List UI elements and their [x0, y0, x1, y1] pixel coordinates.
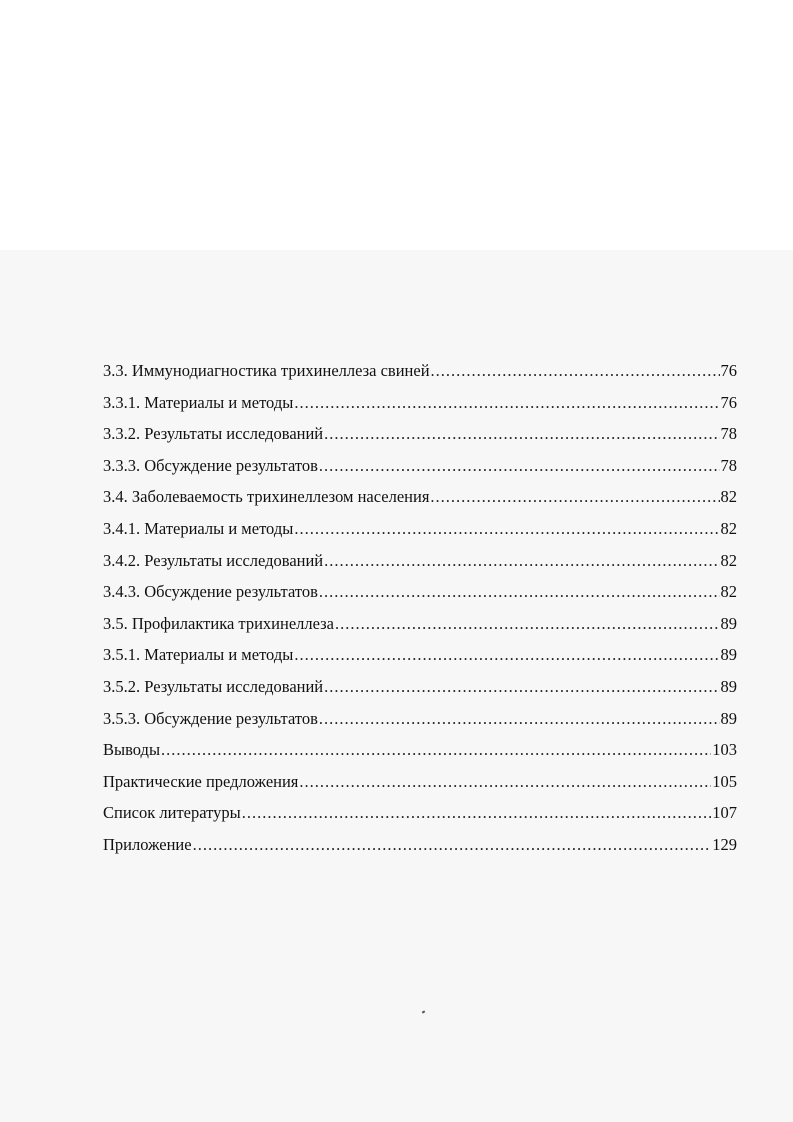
toc-entry-title: 3.4. Заболеваемость трихинеллезом населения — [103, 487, 430, 507]
toc-entry-page: 82 — [720, 518, 737, 538]
toc-entry-page: 82 — [720, 550, 737, 570]
toc-entry-title: 3.4.1. Материалы и методы — [103, 518, 294, 538]
toc-dot-leader — [324, 545, 719, 577]
toc-entry-title: Список литературы — [103, 803, 241, 823]
toc-entry-title: Приложение — [103, 834, 192, 854]
toc-entry-title: 3.4.3. Обсуждение результатов — [103, 582, 318, 602]
toc-entry[interactable] — [103, 639, 737, 671]
toc-entry-title: 3.3. Иммунодиагностика трихинеллеза свиней — [103, 361, 430, 380]
toc-dot-leader — [294, 639, 719, 671]
toc-dot-leader — [242, 797, 712, 829]
toc-entry-page: 89 — [720, 708, 737, 728]
toc-dot-leader — [294, 513, 719, 545]
toc-dot-leader — [324, 671, 719, 703]
toc-entry-page: 78 — [720, 455, 737, 475]
toc-entry-page: 89 — [720, 676, 737, 696]
page-top-margin — [0, 0, 793, 250]
toc-dot-leader — [294, 387, 719, 419]
toc-dot-leader — [299, 766, 711, 798]
toc-entry[interactable] — [103, 671, 737, 703]
toc-entry-page: 82 — [720, 487, 737, 507]
toc-entry[interactable] — [103, 734, 737, 766]
toc-entry-page: 129 — [712, 834, 737, 854]
toc-entry-page: 82 — [720, 582, 737, 602]
toc-entry-page: 103 — [712, 740, 737, 760]
toc-dot-leader — [161, 734, 711, 766]
toc-entry[interactable] — [103, 703, 737, 735]
toc-entry-title: 3.3.3. Обсуждение результатов — [103, 455, 318, 475]
toc-entry[interactable] — [103, 608, 737, 640]
toc-entry[interactable] — [103, 387, 737, 419]
toc-dot-leader — [319, 576, 720, 608]
toc-dot-leader — [335, 608, 720, 640]
toc-dot-leader — [430, 481, 719, 513]
toc-entry-title: 3.5.3. Обсуждение результатов — [103, 708, 318, 728]
toc-entry-title: 3.4.2. Результаты исследований — [103, 550, 324, 570]
toc-entry[interactable] — [103, 355, 737, 387]
toc-entry-title: 3.3.2. Результаты исследований — [103, 424, 324, 444]
toc-entry-title: 3.5.2. Результаты исследований — [103, 676, 324, 696]
toc-entry[interactable] — [103, 576, 737, 608]
toc-entry-page: 107 — [712, 803, 737, 823]
toc-entry-title: 3.5. Профилактика трихинеллеза — [103, 613, 334, 633]
toc-entry-title: Выводы — [103, 740, 161, 760]
toc-entry[interactable] — [103, 829, 737, 861]
toc-entry-page: 78 — [720, 424, 737, 444]
toc-entry[interactable] — [103, 481, 737, 513]
toc-entry[interactable] — [103, 797, 737, 829]
table-of-contents — [103, 355, 737, 861]
toc-dot-leader — [193, 829, 712, 861]
toc-dot-leader — [431, 355, 720, 387]
toc-entry[interactable] — [103, 766, 737, 798]
toc-dot-leader — [324, 418, 719, 450]
toc-entry[interactable] — [103, 513, 737, 545]
toc-entry-page: 89 — [720, 613, 737, 633]
toc-entry-page: 105 — [712, 771, 737, 791]
toc-entry-page: 89 — [720, 645, 737, 665]
toc-dot-leader — [319, 450, 720, 482]
toc-entry[interactable] — [103, 418, 737, 450]
toc-entry-page: 76 — [720, 361, 737, 380]
toc-entry-title: 3.3.1. Материалы и методы — [103, 392, 294, 412]
toc-entry-title: Практические предложения — [103, 771, 299, 791]
toc-entry-page: 76 — [720, 392, 737, 412]
toc-entry-title: 3.5.1. Материалы и методы — [103, 645, 294, 665]
toc-entry[interactable] — [103, 545, 737, 577]
toc-entry[interactable] — [103, 450, 737, 482]
toc-dot-leader — [319, 703, 720, 735]
